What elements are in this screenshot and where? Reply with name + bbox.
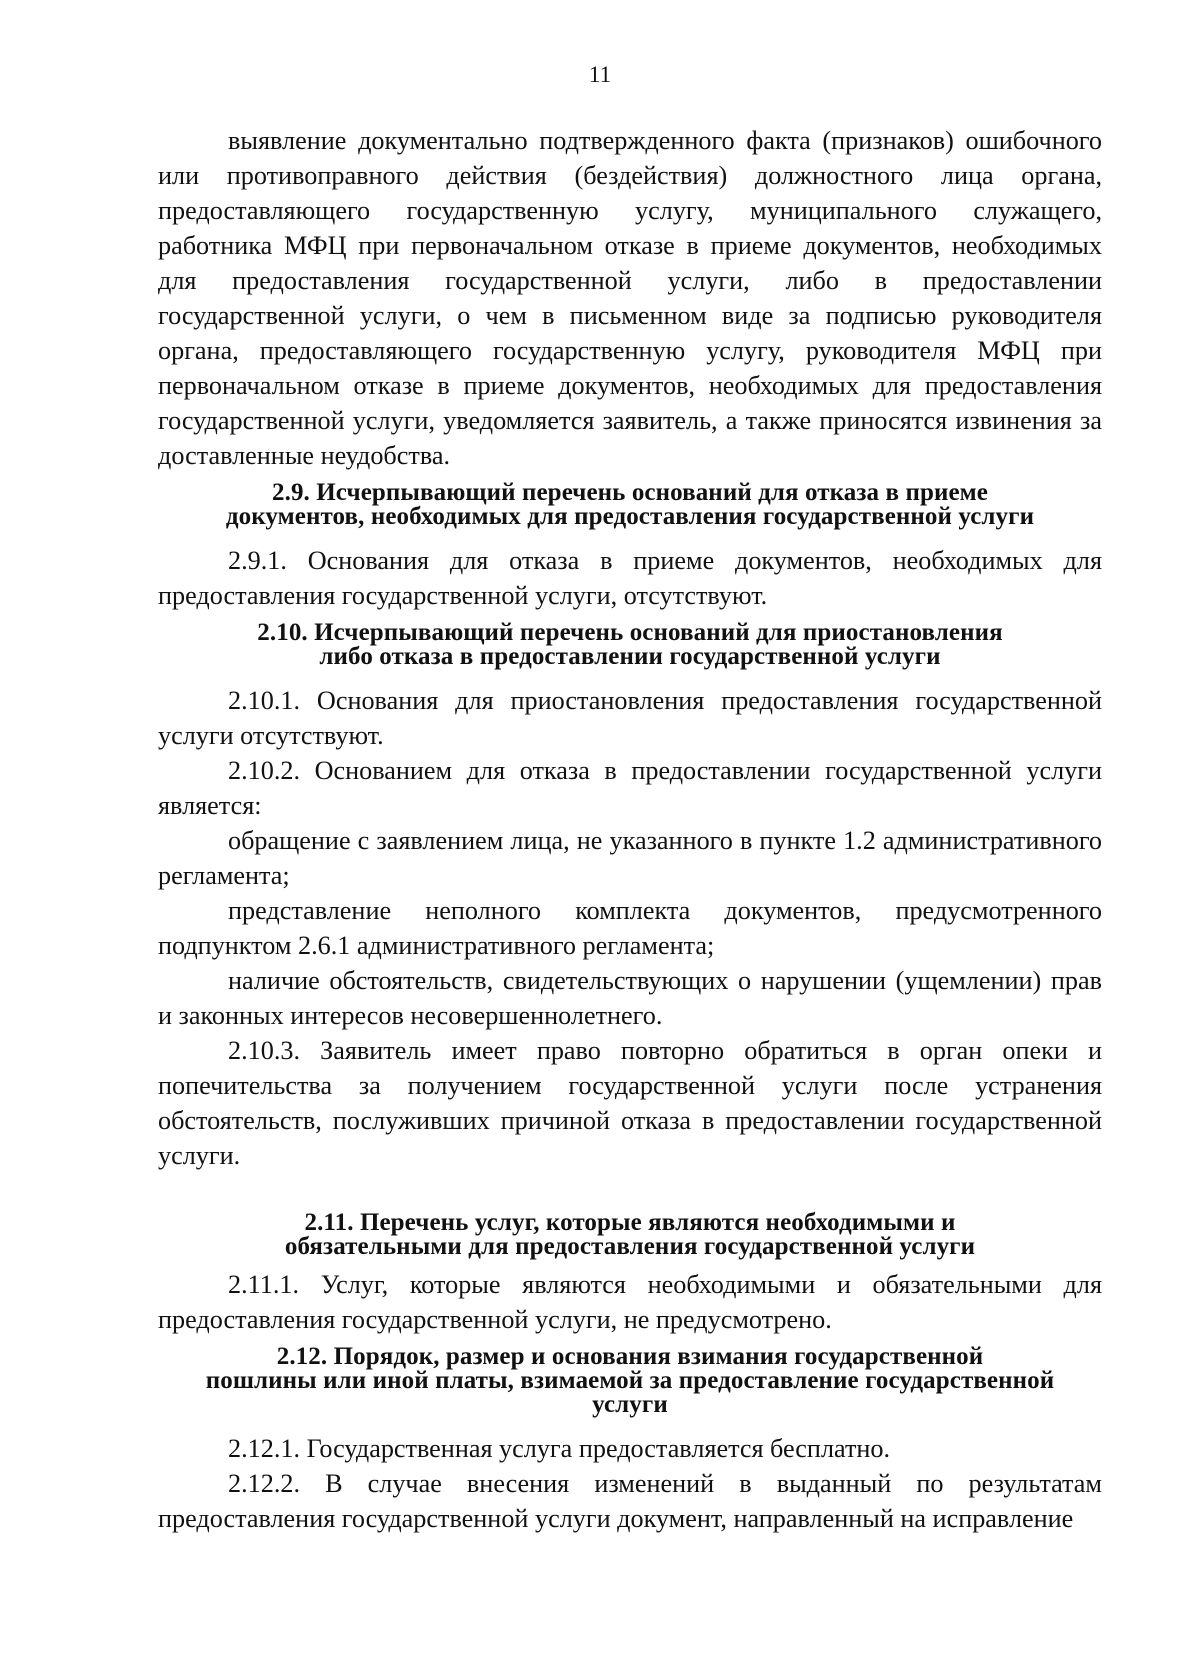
paragraph-2-12-1: 2.12.1. Государственная услуга предоставляется бесплатно. bbox=[228, 1434, 891, 1463]
heading-2-12 bbox=[158, 1345, 1102, 1417]
paragraph-2-10-1: 2.10.1. Основания для приостановления предоставления государственной услуги отсутствуют. bbox=[158, 686, 1102, 750]
heading-2-11-line1: 2.11. Перечень услуг, которые являются необходимыми и bbox=[304, 1209, 956, 1236]
heading-2-9 bbox=[158, 481, 1102, 529]
heading-2-9-line2: документов, необходимых для предоставления государственной услуги bbox=[225, 503, 1035, 530]
heading-2-10-line2: либо отказа в предоставлении государственной услуги bbox=[319, 643, 941, 670]
heading-2-12-line2: пошлины или иной платы, взимаемой за предоставление государственной bbox=[205, 1367, 1055, 1394]
heading-2-12-line3: услуги bbox=[592, 1391, 668, 1418]
heading-2-10-line1: 2.10. Исчерпывающий перечень оснований для приостановления bbox=[257, 619, 1003, 646]
list-item-incomplete-docs: представление неполного комплекта документов, предусмотренного подпунктом 2.6.1 административного регламента; bbox=[158, 896, 1102, 960]
paragraph-2-11-1: 2.11.1. Услуг, которые являются необходимыми и обязательными для предоставления государственной услуги, не предусмотрено. bbox=[158, 1270, 1102, 1334]
list-item-circumstances: наличие обстоятельств, свидетельствующих о нарушении (ущемлении) прав и законных интересов несовершеннолетнего. bbox=[158, 966, 1102, 1030]
page-number: 11 bbox=[588, 62, 612, 87]
heading-2-9-line1: 2.9. Исчерпывающий перечень оснований для отказа в приеме bbox=[272, 479, 988, 506]
paragraph-2-10-3: 2.10.3. Заявитель имеет право повторно обратиться в орган опеки и попечительства за получением государственной услуги после устранения обстоятельств, послуживших причиной отказа в предоставлении государственной услуги. bbox=[158, 1036, 1102, 1170]
heading-2-12-line1: 2.12. Порядок, размер и основания взимания государственной bbox=[276, 1343, 984, 1370]
paragraph-2-12-2: 2.12.2. В случае внесения изменений в выданный по результатам предоставления государственной услуги документ, направленный на исправление bbox=[158, 1469, 1102, 1533]
heading-2-11-line2: обязательными для предоставления государственной услуги bbox=[284, 1233, 976, 1260]
heading-2-11 bbox=[158, 1211, 1102, 1259]
intro-paragraph: выявление документально подтвержденного факта (признаков) ошибочного или противоправного действия (бездействия) должностного лица органа, предоставляющего государственную услугу, муниципального служащего, работника МФЦ при первоначальном отказе в приеме документов, необходимых для предоставления государственной услуги, либо в предоставлении государственной услуги, о чем в письменном виде за подписью руководителя органа, предоставляющего государственную услугу, руководителя МФЦ при первоначальном отказе в приеме документов, необходимых для предоставления государственной услуги, уведомляется заявитель, а также приносятся извинения за доставленные неудобства. bbox=[158, 126, 1102, 470]
paragraph-2-10-2: 2.10.2. Основанием для отказа в предоставлении государственной услуги является: bbox=[158, 756, 1102, 820]
list-item-applicant: обращение с заявлением лица, не указанного в пункте 1.2 административного регламента; bbox=[158, 826, 1102, 890]
paragraph-2-9-1: 2.9.1. Основания для отказа в приеме документов, необходимых для предоставления государственной услуги, отсутствуют. bbox=[158, 546, 1102, 610]
heading-2-10 bbox=[158, 621, 1102, 669]
page-content bbox=[158, 123, 1102, 1536]
